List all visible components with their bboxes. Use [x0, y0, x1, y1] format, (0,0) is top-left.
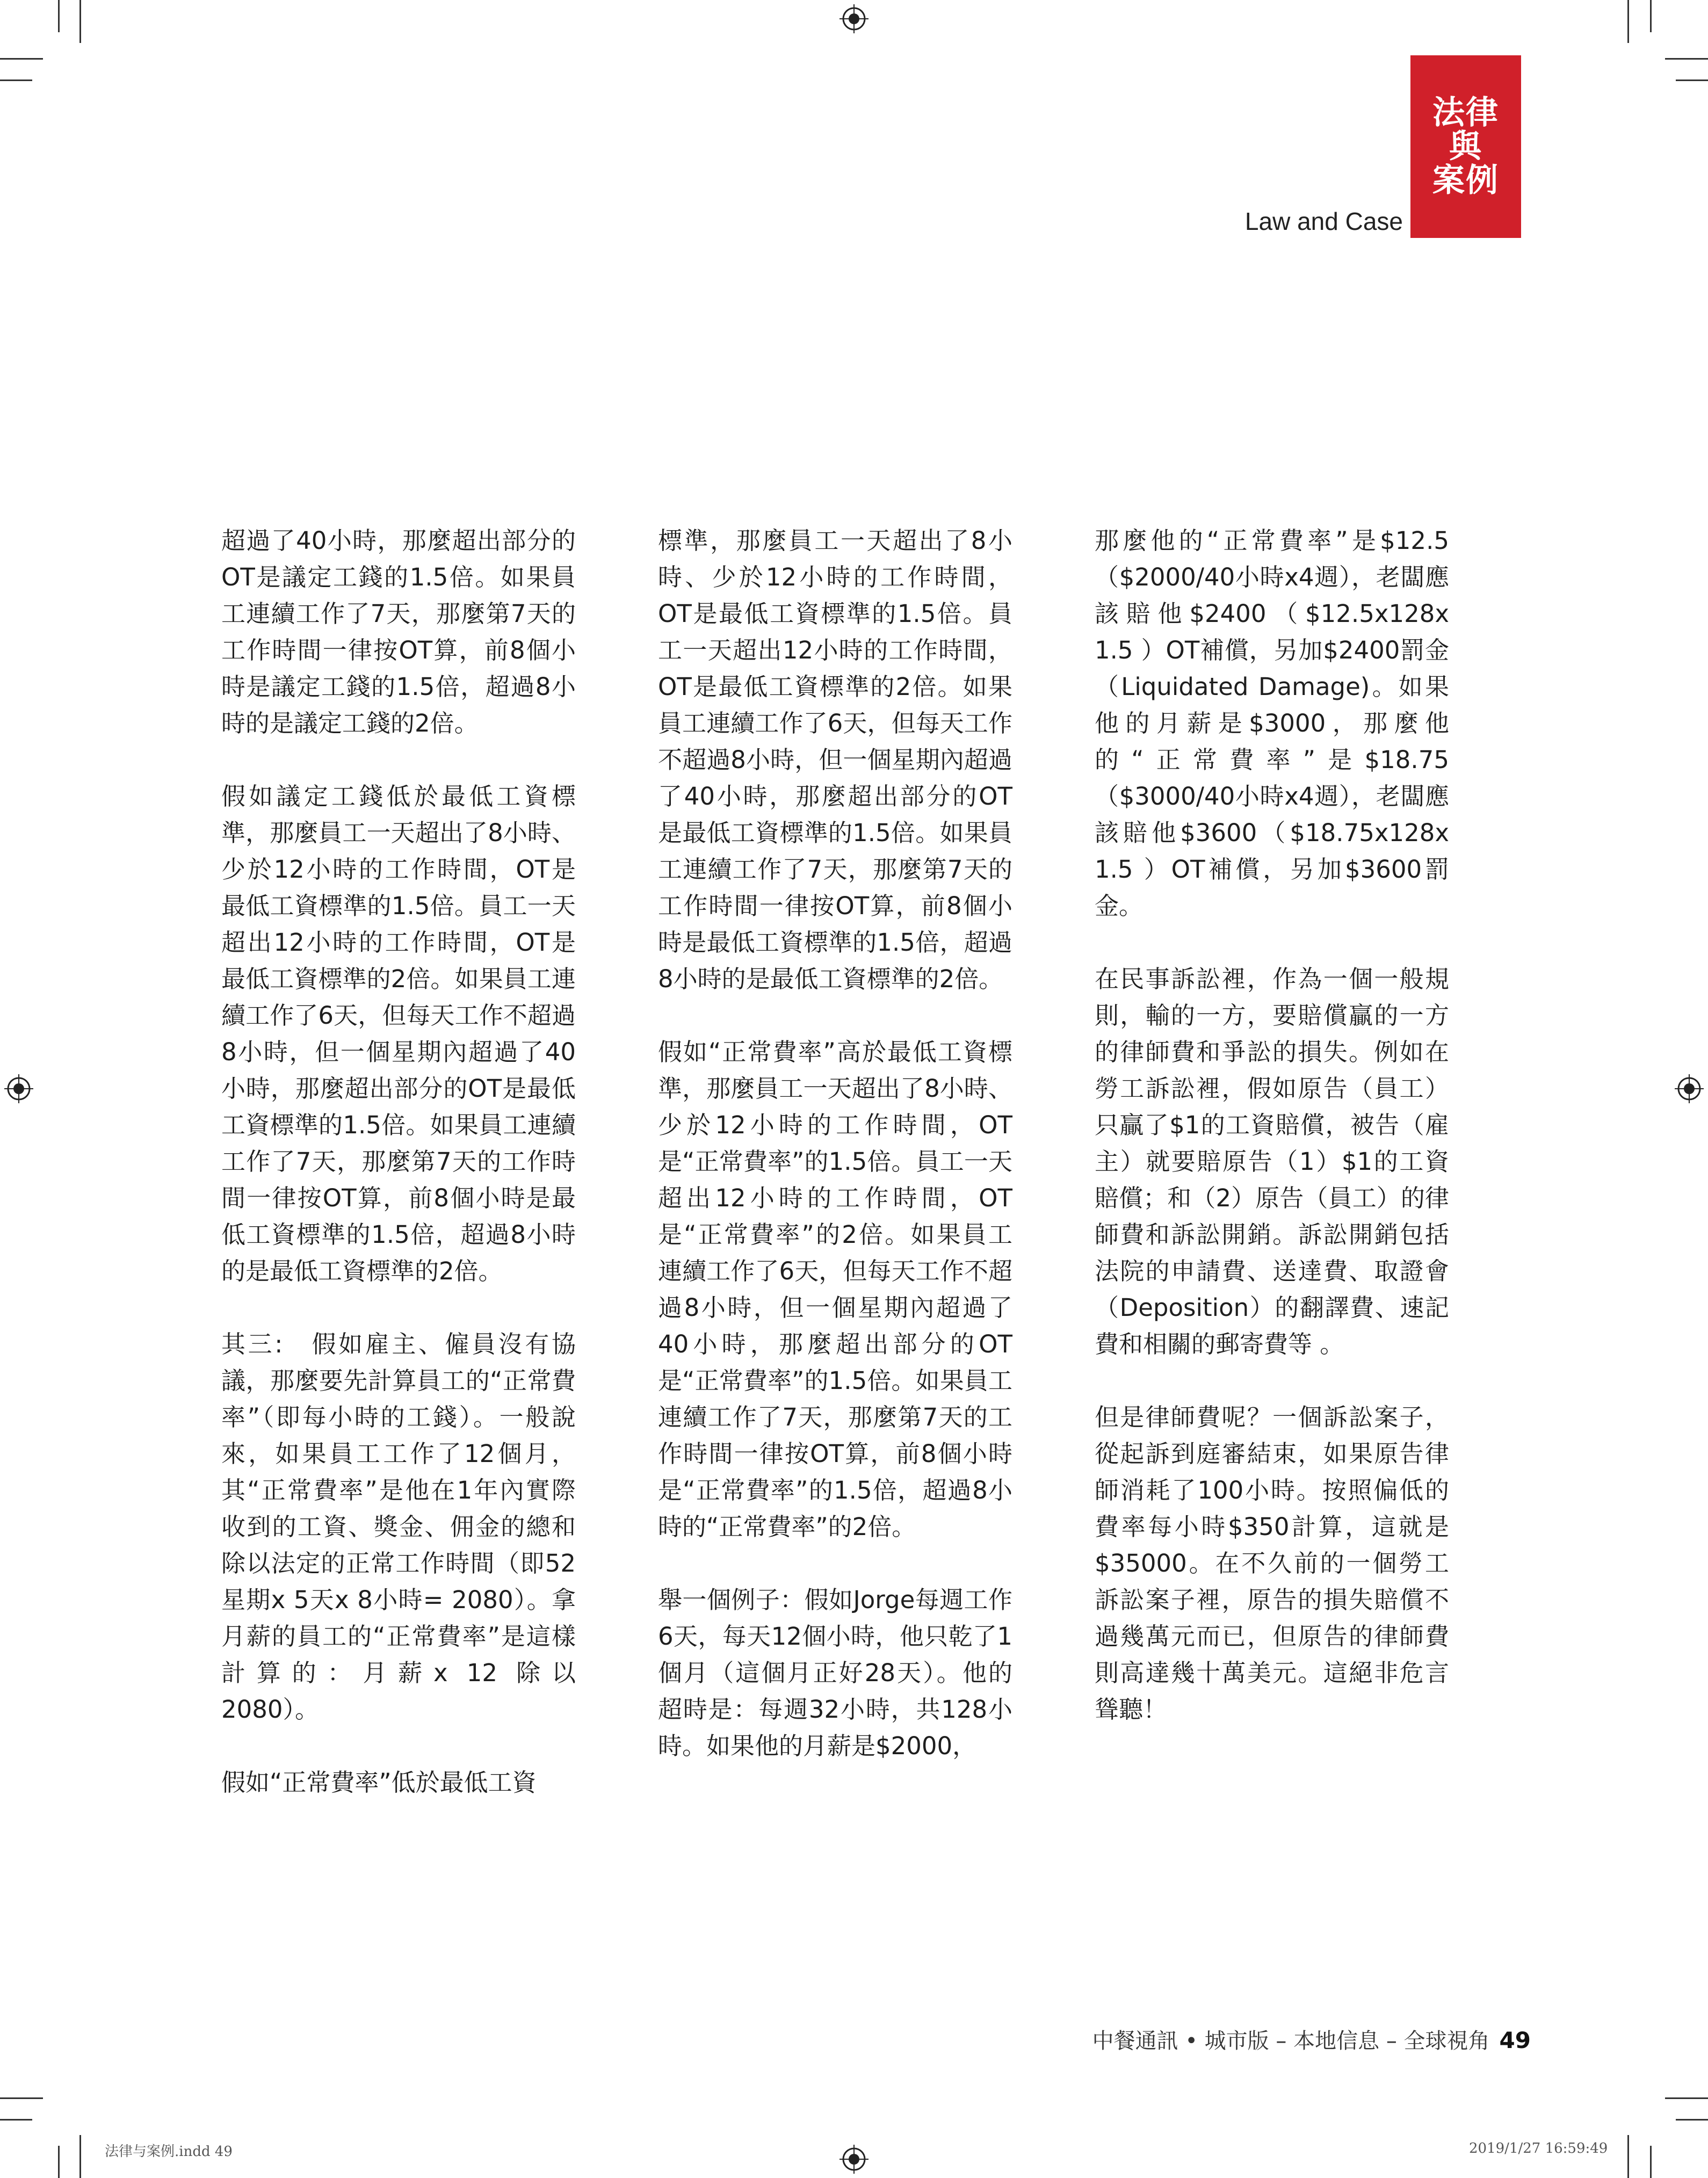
registration-mark-icon: [839, 2145, 869, 2174]
registration-mark-icon: [839, 4, 869, 33]
section-label-line: 與: [1449, 127, 1482, 165]
crop-mark: [0, 2119, 32, 2121]
text-column-1: [221, 523, 576, 1837]
section-label-line: 案例: [1432, 161, 1499, 199]
crop-mark: [0, 2097, 43, 2099]
paragraph: 那麼他的“正常費率”是$12.5（$2000/40小時x4週），老闆應該賠他$2400（$12.5x128x 1.5 ）OT補償，另加$2400罰金（Liquidated Damage)。如果他的月薪是$3000，那麼他的“正常費率”是$18.75（$3000/40小時x4週），老闆應該賠他$3600（$18.75x128x 1.5 ）OT補償，另加$3600罰金。: [1095, 526, 1449, 920]
paragraph: 假如議定工錢低於最低工資標準，那麼員工一天超出了8小時、少於12小時的工作時間，OT是最低工資標準的1.5倍。員工一天超出12小時的工作時間，OT是最低工資標準的2倍。如果員工連續工作了6天，但每天工作不超過8小時，但一個星期內超過了40小時，那麼超出部分的OT是最低工資標準的1.5倍。如果員工連續工作了7天，那麼第7天的工作時間一律按OT算，前8個小時是最低工資標準的1.5倍，超過8小時的是最低工資標準的2倍。: [221, 782, 576, 1285]
paragraph: 但是律師費呢？一個訴訟案子，從起訴到庭審結束，如果原告律師消耗了100小時。按照偏低的費率每小時$350計算，這就是$35000。在不久前的一個勞工訴訟案子裡，原告的損失賠償不過幾萬元而已，但原告的律師費則高達幾十萬美元。這絕非危言聳聽！: [1095, 1403, 1449, 1724]
crop-mark: [1676, 2119, 1708, 2121]
crop-mark: [58, 2146, 60, 2178]
page-number: 49: [1499, 2027, 1531, 2053]
text-column-2: [658, 523, 1012, 1801]
text-column-3: [1095, 523, 1449, 1764]
crop-mark: [1627, 2135, 1629, 2178]
crop-mark: [1650, 2146, 1652, 2178]
section-tab: [1410, 55, 1521, 238]
section-label-line: 法律: [1432, 93, 1499, 132]
crop-mark: [79, 0, 81, 43]
section-label-en: Law and Case: [1244, 207, 1403, 235]
crop-mark: [79, 2135, 81, 2178]
paragraph: 假如“正常費率”高於最低工資標準，那麼員工一天超出了8小時、少於12小時的工作時間，OT是“正常費率”的1.5倍。員工一天超出12小時的工作時間，OT是“正常費率”的2倍。如果員工連續工作了6天，但每天工作不超過8小時，但一個星期內超過了40小時，那麼超出部分的OT是“正常費率”的1.5倍。如果員工連續工作了7天，那麼第7天的工作時間一律按OT算，前8個小時是“正常費率”的1.5倍，超過8小時的“正常費率”的2倍。: [658, 1038, 1012, 1541]
crop-mark: [1676, 79, 1708, 81]
paragraph: 在民事訴訟裡，作為一個一般規則，輸的一方，要賠償贏的一方的律師費和爭訟的損失。例如在勞工訴訟裡，假如原告（員工）只贏了$1的工資賠償，被告（雇主）就要賠原告（1）$1的工資賠償；和（2）原告（員工）的律師費和訴訟開銷。訴訟開銷包括法院的申請費、送達費、取證會（Deposition）的翻譯費、速記費和相關的郵寄費等 。: [1095, 965, 1449, 1358]
crop-mark: [0, 79, 32, 81]
print-slug-timestamp: 2019/1/27 16:59:49: [1469, 2140, 1608, 2157]
paragraph: 假如“正常費率”低於最低工資: [221, 1768, 537, 1797]
registration-mark-icon: [1675, 1074, 1704, 1103]
crop-mark: [58, 0, 60, 32]
crop-mark: [1650, 0, 1652, 32]
paragraph: 標準，那麼員工一天超出了8小時、少於12小時的工作時間，OT是最低工資標準的1.5倍。員工一天超出12小時的工作時間，OT是最低工資標準的2倍。如果員工連續工作了6天，但每天工作不超過8小時，但一個星期內超過了40小時，那麼超出部分的OT是最低工資標準的1.5倍。如果員工連續工作了7天，那麼第7天的工作時間一律按OT算，前8個小時是最低工資標準的1.5倍，超過8小時的是最低工資標準的2倍。: [658, 526, 1012, 993]
crop-mark: [1627, 0, 1629, 43]
paragraph: 超過了40小時，那麼超出部分的OT是議定工錢的1.5倍。如果員工連續工作了7天，那麼第7天的工作時間一律按OT算，前8個小時是議定工錢的1.5倍，超過8小時的是議定工錢的2倍。: [221, 526, 576, 737]
crop-mark: [1665, 58, 1708, 60]
registration-mark-icon: [4, 1074, 33, 1103]
crop-mark: [1665, 2097, 1708, 2099]
publication-name: 中餐通訊 • 城市版 – 本地信息 – 全球視角: [1092, 2029, 1490, 2053]
print-slug-file: 法律与案例.indd 49: [105, 2144, 233, 2160]
paragraph: 舉一個例子：假如Jorge每週工作6天，每天12個小時，他只乾了1個月（這個月正好28天）。他的超時是：每週32小時，共128小時。如果他的月薪是$2000，: [658, 1586, 1012, 1760]
page-footer: [1063, 2024, 1531, 2054]
paragraph: 其三: 假如雇主、僱員沒有協議，那麼要先計算員工的“正常費率”（即每小時的工錢）。一般說來，如果員工工作了12個月，其“正常費率”是他在1年內實際收到的工資、獎金、佣金的總和除以法定的正常工作時間（即52星期x 5天x 8小時= 2080）。拿月薪的員工的“正常費率”是這樣計算的：月薪x 12 除以 2080）。: [221, 1330, 576, 1724]
crop-mark: [0, 58, 43, 60]
